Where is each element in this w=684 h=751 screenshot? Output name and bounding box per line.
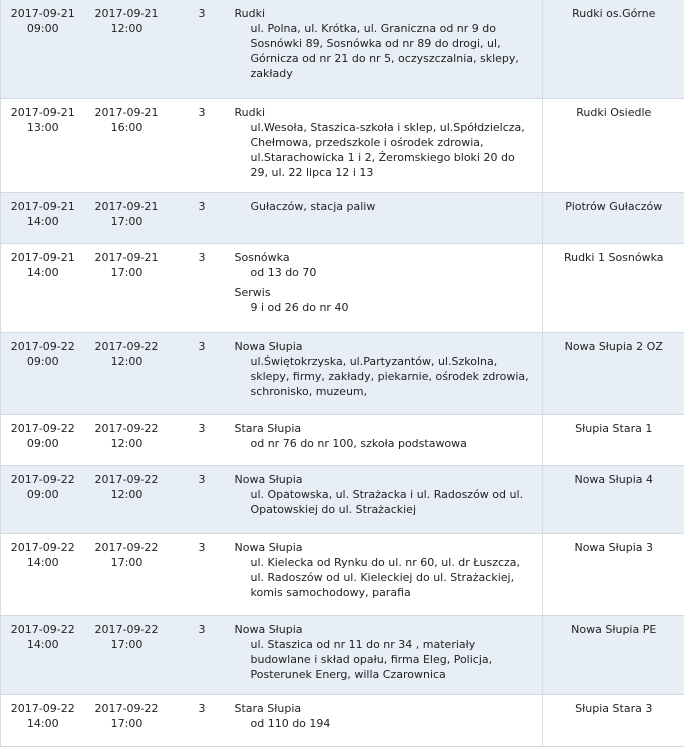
- table-row: [1, 332, 684, 414]
- table-row: [1, 243, 684, 332]
- duration-cell: 3: [169, 98, 229, 192]
- end-cell: [85, 694, 169, 746]
- area-cell: [229, 533, 543, 615]
- table-row: [1, 533, 684, 615]
- duration-cell: 3: [169, 465, 229, 533]
- start-cell: [1, 533, 85, 615]
- end-date: 2017-09-21: [94, 199, 159, 213]
- end-cell: [85, 243, 169, 332]
- location-streets: Gułaczów, stacja paliw: [250, 199, 376, 213]
- location-name: Rudki: [234, 105, 266, 119]
- start-cell: [1, 414, 85, 465]
- start-cell: [1, 0, 85, 98]
- table-row: [1, 0, 684, 98]
- area-cell: [229, 0, 543, 98]
- end-cell: [85, 192, 169, 243]
- table-row: [1, 615, 684, 694]
- start-cell: [1, 332, 85, 414]
- location-entry: [235, 540, 535, 600]
- duration-cell: 3: [169, 243, 229, 332]
- location-entry: [235, 250, 535, 280]
- station-cell: Nowa Słupia 4: [543, 465, 684, 533]
- area-cell: [229, 243, 543, 332]
- start-date: 2017-09-22: [10, 472, 75, 486]
- start-date: 2017-09-22: [10, 622, 75, 636]
- end-date: 2017-09-21: [94, 105, 159, 119]
- table-row: [1, 465, 684, 533]
- station-cell: Rudki 1 Sosnówka: [543, 243, 684, 332]
- start-date: 2017-09-21: [10, 105, 75, 119]
- end-date: 2017-09-22: [94, 339, 159, 353]
- end-cell: [85, 533, 169, 615]
- location-name: Sosnówka: [234, 250, 290, 264]
- location-name: Nowa Słupia: [234, 472, 303, 486]
- table-row: [1, 192, 684, 243]
- end-time: 17:00: [110, 716, 143, 730]
- end-date: 2017-09-22: [94, 701, 159, 715]
- location-name: Rudki: [234, 7, 266, 20]
- start-time: 14:00: [26, 716, 59, 730]
- location-name: Serwis: [234, 285, 271, 299]
- start-time: 14:00: [26, 637, 59, 651]
- start-date: 2017-09-21: [10, 199, 75, 213]
- start-time: 14:00: [26, 555, 59, 569]
- end-date: 2017-09-21: [94, 7, 159, 20]
- location-entry: [235, 199, 535, 214]
- station-cell: Nowa Słupia PE: [543, 615, 684, 694]
- start-date: 2017-09-22: [10, 421, 75, 435]
- area-cell: [229, 694, 543, 746]
- location-streets: ul. Polna, ul. Krótka, ul. Graniczna od nr 9 do Sosnówki 89, Sosnówka od nr 89 do drogi, ul, Górnicza od nr 21 do nr 5, oczyszczalnia, sklepy, zakłady: [250, 22, 519, 80]
- station-cell: Rudki os.Górne: [543, 0, 684, 98]
- start-time: 09:00: [26, 354, 59, 368]
- duration-cell: 3: [169, 414, 229, 465]
- end-time: 17:00: [110, 214, 143, 228]
- location-streets: ul.Wesoła, Staszica-szkoła i sklep, ul.Spółdzielcza, Chełmowa, przedszkole i ośrodek zdrowia, ul.Starachowicka 1 i 2, Żeromskiego bloki 20 do 29, ul. 22 lipca 12 i 13: [250, 120, 525, 179]
- end-cell: [85, 332, 169, 414]
- start-cell: [1, 465, 85, 533]
- end-date: 2017-09-22: [94, 421, 159, 435]
- duration-cell: 3: [169, 332, 229, 414]
- start-cell: [1, 694, 85, 746]
- area-cell: [229, 332, 543, 414]
- location-streets: ul. Staszica od nr 11 do nr 34 , materiały budowlane i skład opału, firma Eleg, Policja, Posterunek Energ, willa Czarownica: [250, 637, 493, 681]
- start-date: 2017-09-22: [10, 339, 75, 353]
- end-date: 2017-09-22: [94, 622, 159, 636]
- start-time: 09:00: [26, 436, 59, 450]
- location-streets: od 110 do 194: [250, 716, 331, 730]
- duration-cell: 3: [169, 615, 229, 694]
- station-cell: Słupia Stara 1: [543, 414, 684, 465]
- location-entry: [235, 339, 535, 399]
- area-cell: [229, 615, 543, 694]
- station-cell: Nowa Słupia 2 OZ: [543, 332, 684, 414]
- duration-cell: 3: [169, 0, 229, 98]
- location-name: Nowa Słupia: [234, 339, 303, 353]
- start-time: 14:00: [26, 265, 59, 279]
- location-streets: 9 i od 26 do nr 40: [250, 300, 349, 314]
- area-cell: [229, 98, 543, 192]
- area-cell: [229, 192, 543, 243]
- start-cell: [1, 615, 85, 694]
- start-date: 2017-09-22: [10, 701, 75, 715]
- end-date: 2017-09-22: [94, 472, 159, 486]
- end-cell: [85, 0, 169, 98]
- start-time: 13:00: [26, 120, 59, 134]
- location-entry: [235, 701, 535, 731]
- location-streets: ul.Świętokrzyska, ul.Partyzantów, ul.Szkolna, sklepy, firmy, zakłady, piekarnie, ośrodek zdrowia, schronisko, muzeum,: [250, 354, 529, 398]
- table-row: [1, 694, 684, 746]
- end-time: 17:00: [110, 555, 143, 569]
- station-cell: Nowa Słupia 3: [543, 533, 684, 615]
- location-name: Stara Słupia: [234, 421, 302, 435]
- end-time: 12:00: [110, 436, 143, 450]
- end-date: 2017-09-22: [94, 540, 159, 554]
- location-name: Nowa Słupia: [234, 622, 303, 636]
- area-cell: [229, 465, 543, 533]
- start-time: 09:00: [26, 487, 59, 501]
- duration-cell: 3: [169, 192, 229, 243]
- end-cell: [85, 615, 169, 694]
- table-row: [1, 414, 684, 465]
- duration-cell: 3: [169, 694, 229, 746]
- end-cell: [85, 98, 169, 192]
- location-entry: [235, 421, 535, 451]
- area-cell: [229, 414, 543, 465]
- end-time: 17:00: [110, 637, 143, 651]
- station-cell: Piotrów Gułaczów: [543, 192, 684, 243]
- start-cell: [1, 192, 85, 243]
- end-cell: [85, 414, 169, 465]
- location-entry: [235, 105, 535, 180]
- station-cell: Rudki Osiedle: [543, 98, 684, 192]
- end-time: 12:00: [110, 487, 143, 501]
- start-time: 09:00: [26, 22, 59, 35]
- location-entry: [235, 622, 535, 682]
- start-time: 14:00: [26, 214, 59, 228]
- end-time: 12:00: [110, 22, 143, 35]
- location-streets: ul. Opatowska, ul. Strażacka i ul. Radoszów od ul. Opatowskiej do ul. Strażackiej: [250, 487, 524, 516]
- start-cell: [1, 243, 85, 332]
- start-date: 2017-09-22: [10, 540, 75, 554]
- start-cell: [1, 98, 85, 192]
- location-entry: [235, 285, 535, 315]
- location-streets: od nr 76 do nr 100, szkoła podstawowa: [250, 436, 467, 450]
- end-cell: [85, 465, 169, 533]
- table-row: [1, 98, 684, 192]
- location-name: Nowa Słupia: [234, 540, 303, 554]
- end-date: 2017-09-21: [94, 250, 159, 264]
- location-streets: od 13 do 70: [250, 265, 317, 279]
- end-time: 16:00: [110, 120, 143, 134]
- station-cell: Słupia Stara 3: [543, 694, 684, 746]
- location-streets: ul. Kielecka od Rynku do ul. nr 60, ul. dr Łuszcza, ul. Radoszów od ul. Kieleckiej do ul. Strażackiej, komis samochodowy, parafia: [250, 555, 521, 599]
- location-name: Stara Słupia: [234, 701, 302, 715]
- start-date: 2017-09-21: [10, 7, 75, 20]
- location-entry: [235, 472, 535, 517]
- end-time: 17:00: [110, 265, 143, 279]
- duration-cell: 3: [169, 533, 229, 615]
- start-date: 2017-09-21: [10, 250, 75, 264]
- location-entry: [235, 6, 535, 81]
- end-time: 12:00: [110, 354, 143, 368]
